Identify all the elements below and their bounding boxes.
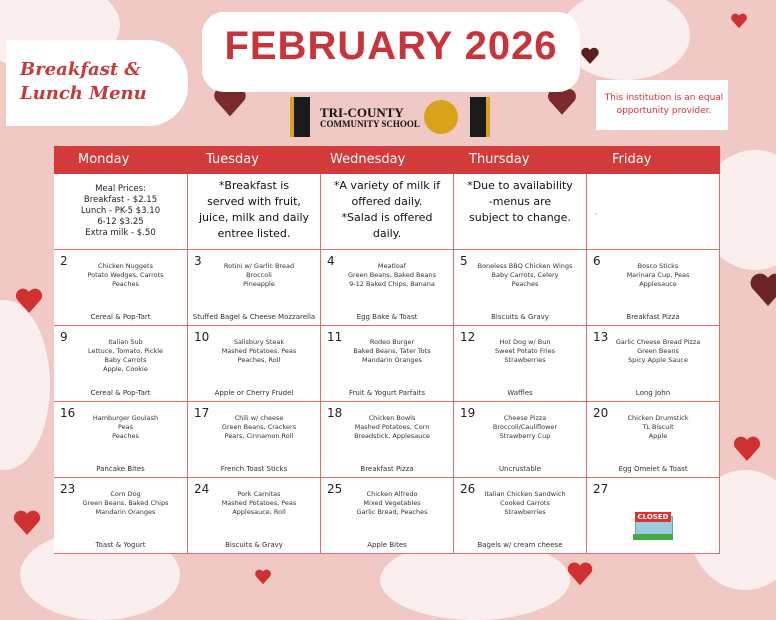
breakfast-item: Apple or Cherry Frudel [214,389,294,397]
availability-note: *Due to availability -menus are subject to change. [467,179,573,224]
day-number: 5 [460,254,468,268]
day-cell [454,402,587,478]
day-cell [587,478,720,554]
breakfast-item: Biscuits & Gravy [225,541,283,549]
breakfast-item: Breakfast Pizza [360,465,414,473]
day-cell [321,250,454,326]
day-number: 17 [194,406,210,420]
logo-bar-left [290,97,310,137]
info-cell-thursday [454,174,587,250]
breakfast-item: Toast & Yogurt [95,541,146,549]
day-number: 12 [460,330,476,344]
day-cell [54,250,188,326]
notice-text: This institution is an equal opportunity provider. [604,93,724,116]
logo-name-line2: COMMUNITY SCHOOL [320,119,420,129]
lunch-menu: Chicken Alfredo Mixed Vegetables Garlic Bread, Peaches [356,490,428,516]
breakfast-item: Long John [635,389,671,397]
heart-icon [730,12,748,30]
day-number: 18 [327,406,343,420]
menu-title-card [6,40,188,126]
meal-prices: Meal Prices: Breakfast - $2.15 Lunch - PK-5 $3.10 6-12 $3.25 Extra milk - $.50 [80,184,161,238]
day-number: 23 [60,482,76,496]
lunch-menu: Bosco Sticks Marinara Cup, Peas Applesauce [626,262,690,288]
day-number: 19 [460,406,476,420]
day-number: 4 [327,254,335,268]
day-header-tuesday: Tuesday [206,152,259,167]
day-number: 11 [327,330,343,344]
milk-salad-note: *A variety of milk if offered daily. *Salad is offered daily. [333,179,441,240]
day-cell [321,402,454,478]
lunch-menu: Pork Carnitas Mashed Potatoes, Peas Applesauce, Roll [221,490,297,516]
lunch-menu: Cheese Pizza Broccoli/Cauliflower Strawberry Cup [492,414,558,440]
lunch-menu: Chicken Drumstick TL Biscuit Apple [627,414,689,440]
logo-name-line1: TRI-COUNTY [320,105,404,120]
day-number: 26 [460,482,476,496]
day-cell [454,250,587,326]
breakfast-note: *Breakfast is served with fruit, juice, milk and daily entree listed. [198,179,310,240]
breakfast-item: Breakfast Pizza [626,313,680,321]
day-cell [454,326,587,402]
month-title: FEBRUARY 2026 [224,24,558,68]
lunch-menu: Italian Sub Lettuce, Tomato, Pickle Baby Carrots Apple, Cookie [88,338,163,373]
breakfast-item: Egg Omelet & Toast [618,465,688,473]
day-header-wednesday: Wednesday [330,152,406,167]
menu-title: Breakfast & Lunch Menu [20,59,147,104]
closed-sign: CLOSED [635,512,671,522]
info-cell-prices [54,174,188,250]
lunch-menu: Corn Dog Green Beans, Baked Chips Mandarin Oranges [82,490,169,516]
grass-strip [633,534,673,540]
info-cell-tuesday [188,174,321,250]
day-cell [54,326,188,402]
calendar-grid [54,146,720,554]
lunch-menu: Hot Dog w/ Bun Sweet Potato Fries Strawberries [495,338,555,364]
info-cell-wednesday [321,174,454,250]
breakfast-item: Cereal & Pop-Tart [90,313,151,321]
month-title-card [202,12,580,92]
day-number: 27 [593,482,609,496]
day-cell [587,250,720,326]
breakfast-item: Cereal & Pop-Tart [90,389,151,397]
heart-icon [14,286,44,316]
breakfast-item: Bagels w/ cream cheese [477,541,563,549]
day-cell [188,326,321,402]
info-cell-friday [587,174,720,250]
day-header-friday: Friday [612,152,652,167]
day-number: 25 [327,482,343,496]
lunch-menu: Hamburger Goulash Peas Peaches [92,414,159,440]
day-cell [54,402,188,478]
equal-opportunity-notice [596,80,728,130]
logo-bar-right [470,97,490,137]
heart-icon [12,508,42,538]
day-number: 16 [60,406,76,420]
lunch-menu: Salisbury Steak Mashed Potatoes, Peas Peaches, Roll [221,338,297,364]
day-cell [54,478,188,554]
mascot-icon [424,100,458,134]
day-number: 20 [593,406,609,420]
day-cell [454,478,587,554]
decorative-blob [0,300,50,470]
day-header-thursday: Thursday [469,152,530,167]
lunch-menu: Garlic Cheese Bread Pizza Green Beans Spicy Apple Sauce [615,338,701,364]
breakfast-item: Uncrustable [498,465,542,473]
lunch-menu: Chicken Bowls Mashed Potatoes, Corn Breadstick, Applesauce [354,414,430,440]
day-cell [321,326,454,402]
day-number: 3 [194,254,202,268]
heart-icon [566,560,594,588]
calendar-header [54,146,720,174]
heart-icon [748,270,776,310]
day-cell [587,326,720,402]
breakfast-item: Fruit & Yogurt Parfaits [349,389,425,397]
lunch-menu: Boneless BBQ Chicken Wings Baby Carrots, Celery Peaches [477,262,573,288]
heart-icon [254,568,272,586]
breakfast-item: French Toast Sticks [220,465,288,473]
school-closed-icon [633,504,673,540]
day-number: 10 [194,330,210,344]
day-number: 13 [593,330,609,344]
day-cell [188,478,321,554]
lunch-menu: Meatloaf Green Beans, Baked Beans 9-12 Baked Chips, Banana [348,262,436,288]
breakfast-item: Biscuits & Gravy [491,313,549,321]
lunch-menu: Rodeo Burger Baked Beans, Tater Tots Mandarin Oranges [353,338,431,364]
lunch-menu: Rotini w/ Garlic Bread Broccoli Pineapple [223,262,295,288]
breakfast-item: Egg Bake & Toast [356,313,418,321]
day-cell [188,402,321,478]
day-number: 9 [60,330,68,344]
day-number: 6 [593,254,601,268]
day-header-monday: Monday [78,152,130,167]
day-cell [321,478,454,554]
breakfast-item: Apple Bites [367,541,407,549]
heart-icon [732,434,762,464]
breakfast-item: Pancake Bites [96,465,145,473]
day-cell [587,402,720,478]
breakfast-item: Waffles [507,389,533,397]
day-cell [188,250,321,326]
day-number: 2 [60,254,68,268]
breakfast-item: Stuffed Bagel & Cheese Mozzarella [192,313,316,321]
lunch-menu: Chicken Nuggets Potato Wedges, Carrots Peaches [87,262,164,288]
lunch-menu: Italian Chicken Sandwich Cooked Carrots Strawberries [484,490,566,516]
school-logo [290,97,490,137]
day-number: 24 [194,482,210,496]
dot-icon: · [595,210,598,219]
heart-icon [580,46,600,66]
lunch-menu: Chili w/ cheese Green Beans, Crackers Pears, Cinnamon Roll [221,414,297,440]
